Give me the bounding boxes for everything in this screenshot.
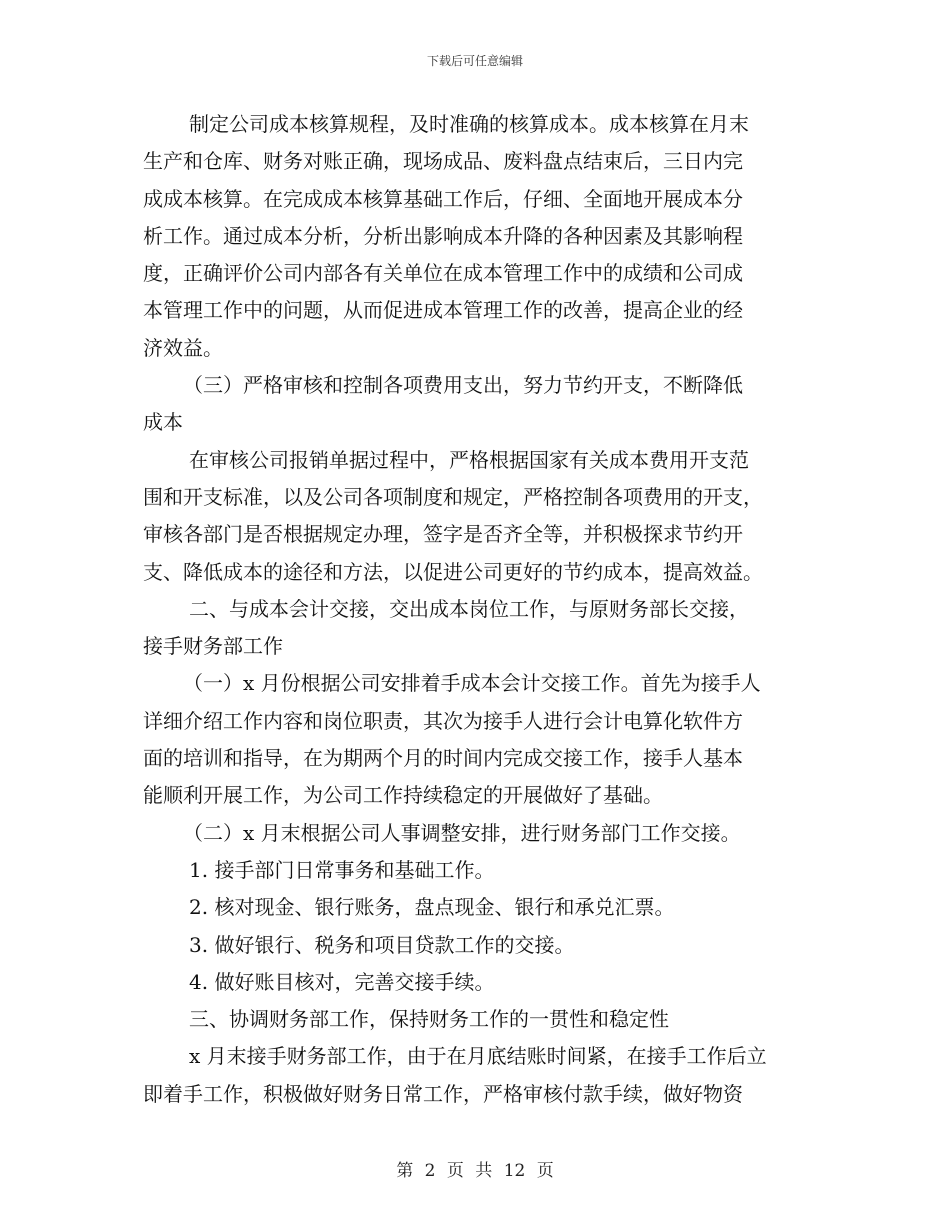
page-footer: 第 2 页 共 12 页 xyxy=(396,1161,554,1181)
text-line: 4. 做好账目核对，完善交接手续。 xyxy=(189,969,495,994)
text-line: 审核各部门是否根据规定办理，签字是否齐全等，并积极探求节约开 xyxy=(143,522,743,547)
text-line: （二）x 月末根据公司人事调整安排，进行财务部门工作交接。 xyxy=(183,820,741,845)
text-line: 3. 做好银行、税务和项目贷款工作的交接。 xyxy=(189,932,575,957)
text-line: x 月末接手财务部工作，由于在月底结账时间紧，在接手工作后立 xyxy=(189,1044,767,1069)
text-line: 支、降低成本的途径和方法，以促进公司更好的节约成本，提高效益。 xyxy=(143,559,763,584)
text-line: 度，正确评价公司内部各有关单位在成本管理工作中的成绩和公司成 xyxy=(143,261,743,286)
text-line: 面的培训和指导，在为期两个月的时间内完成交接工作，接手人基本 xyxy=(143,746,743,771)
text-line: 析工作。通过成本分析，分析出影响成本升降的各种因素及其影响程 xyxy=(143,223,743,248)
text-line: 成成本核算。在完成成本核算基础工作后，仔细、全面地开展成本分 xyxy=(143,186,743,211)
text-line: 接手财务部工作 xyxy=(143,634,283,659)
text-line: 1. 接手部门日常事务和基础工作。 xyxy=(189,857,495,882)
text-line: 生产和仓库、财务对账正确，现场成品、废料盘点结束后，三日内完 xyxy=(143,149,743,174)
text-line: （三）严格审核和控制各项费用支出，努力节约开支，不断降低 xyxy=(183,373,743,398)
text-line: 三、协调财务部工作，保持财务工作的一贯性和稳定性 xyxy=(189,1007,669,1032)
text-line: 围和开支标准，以及公司各项制度和规定，严格控制各项费用的开支， xyxy=(143,484,763,509)
text-line: 制定公司成本核算规程，及时准确的核算成本。成本核算在月末 xyxy=(189,112,749,136)
text-line: 在审核公司报销单据过程中，严格根据国家有关成本费用开支范 xyxy=(189,447,749,472)
document-body xyxy=(143,106,803,1113)
text-line: 能顺利开展工作，为公司工作持续稳定的开展做好了基础。 xyxy=(143,783,663,808)
text-line: 二、与成本会计交接，交出成本岗位工作，与原财务部长交接， xyxy=(189,596,749,621)
text-line: 2. 核对现金、银行账务，盘点现金、银行和承兑汇票。 xyxy=(189,895,675,920)
text-line: 成本 xyxy=(143,410,183,435)
text-line: （一）x 月份根据公司安排着手成本会计交接工作。首先为接手人 xyxy=(183,671,761,696)
text-line: 本管理工作中的问题，从而促进成本管理工作的改善，提高企业的经 xyxy=(143,298,743,323)
text-line: 即着手工作，积极做好财务日常工作，严格审核付款手续，做好物资 xyxy=(143,1081,743,1106)
text-line: 详细介绍工作内容和岗位职责，其次为接手人进行会计电算化软件方 xyxy=(143,708,743,733)
page-header: 下载后可任意编辑 xyxy=(426,54,523,68)
text-line: 济效益。 xyxy=(143,335,223,360)
